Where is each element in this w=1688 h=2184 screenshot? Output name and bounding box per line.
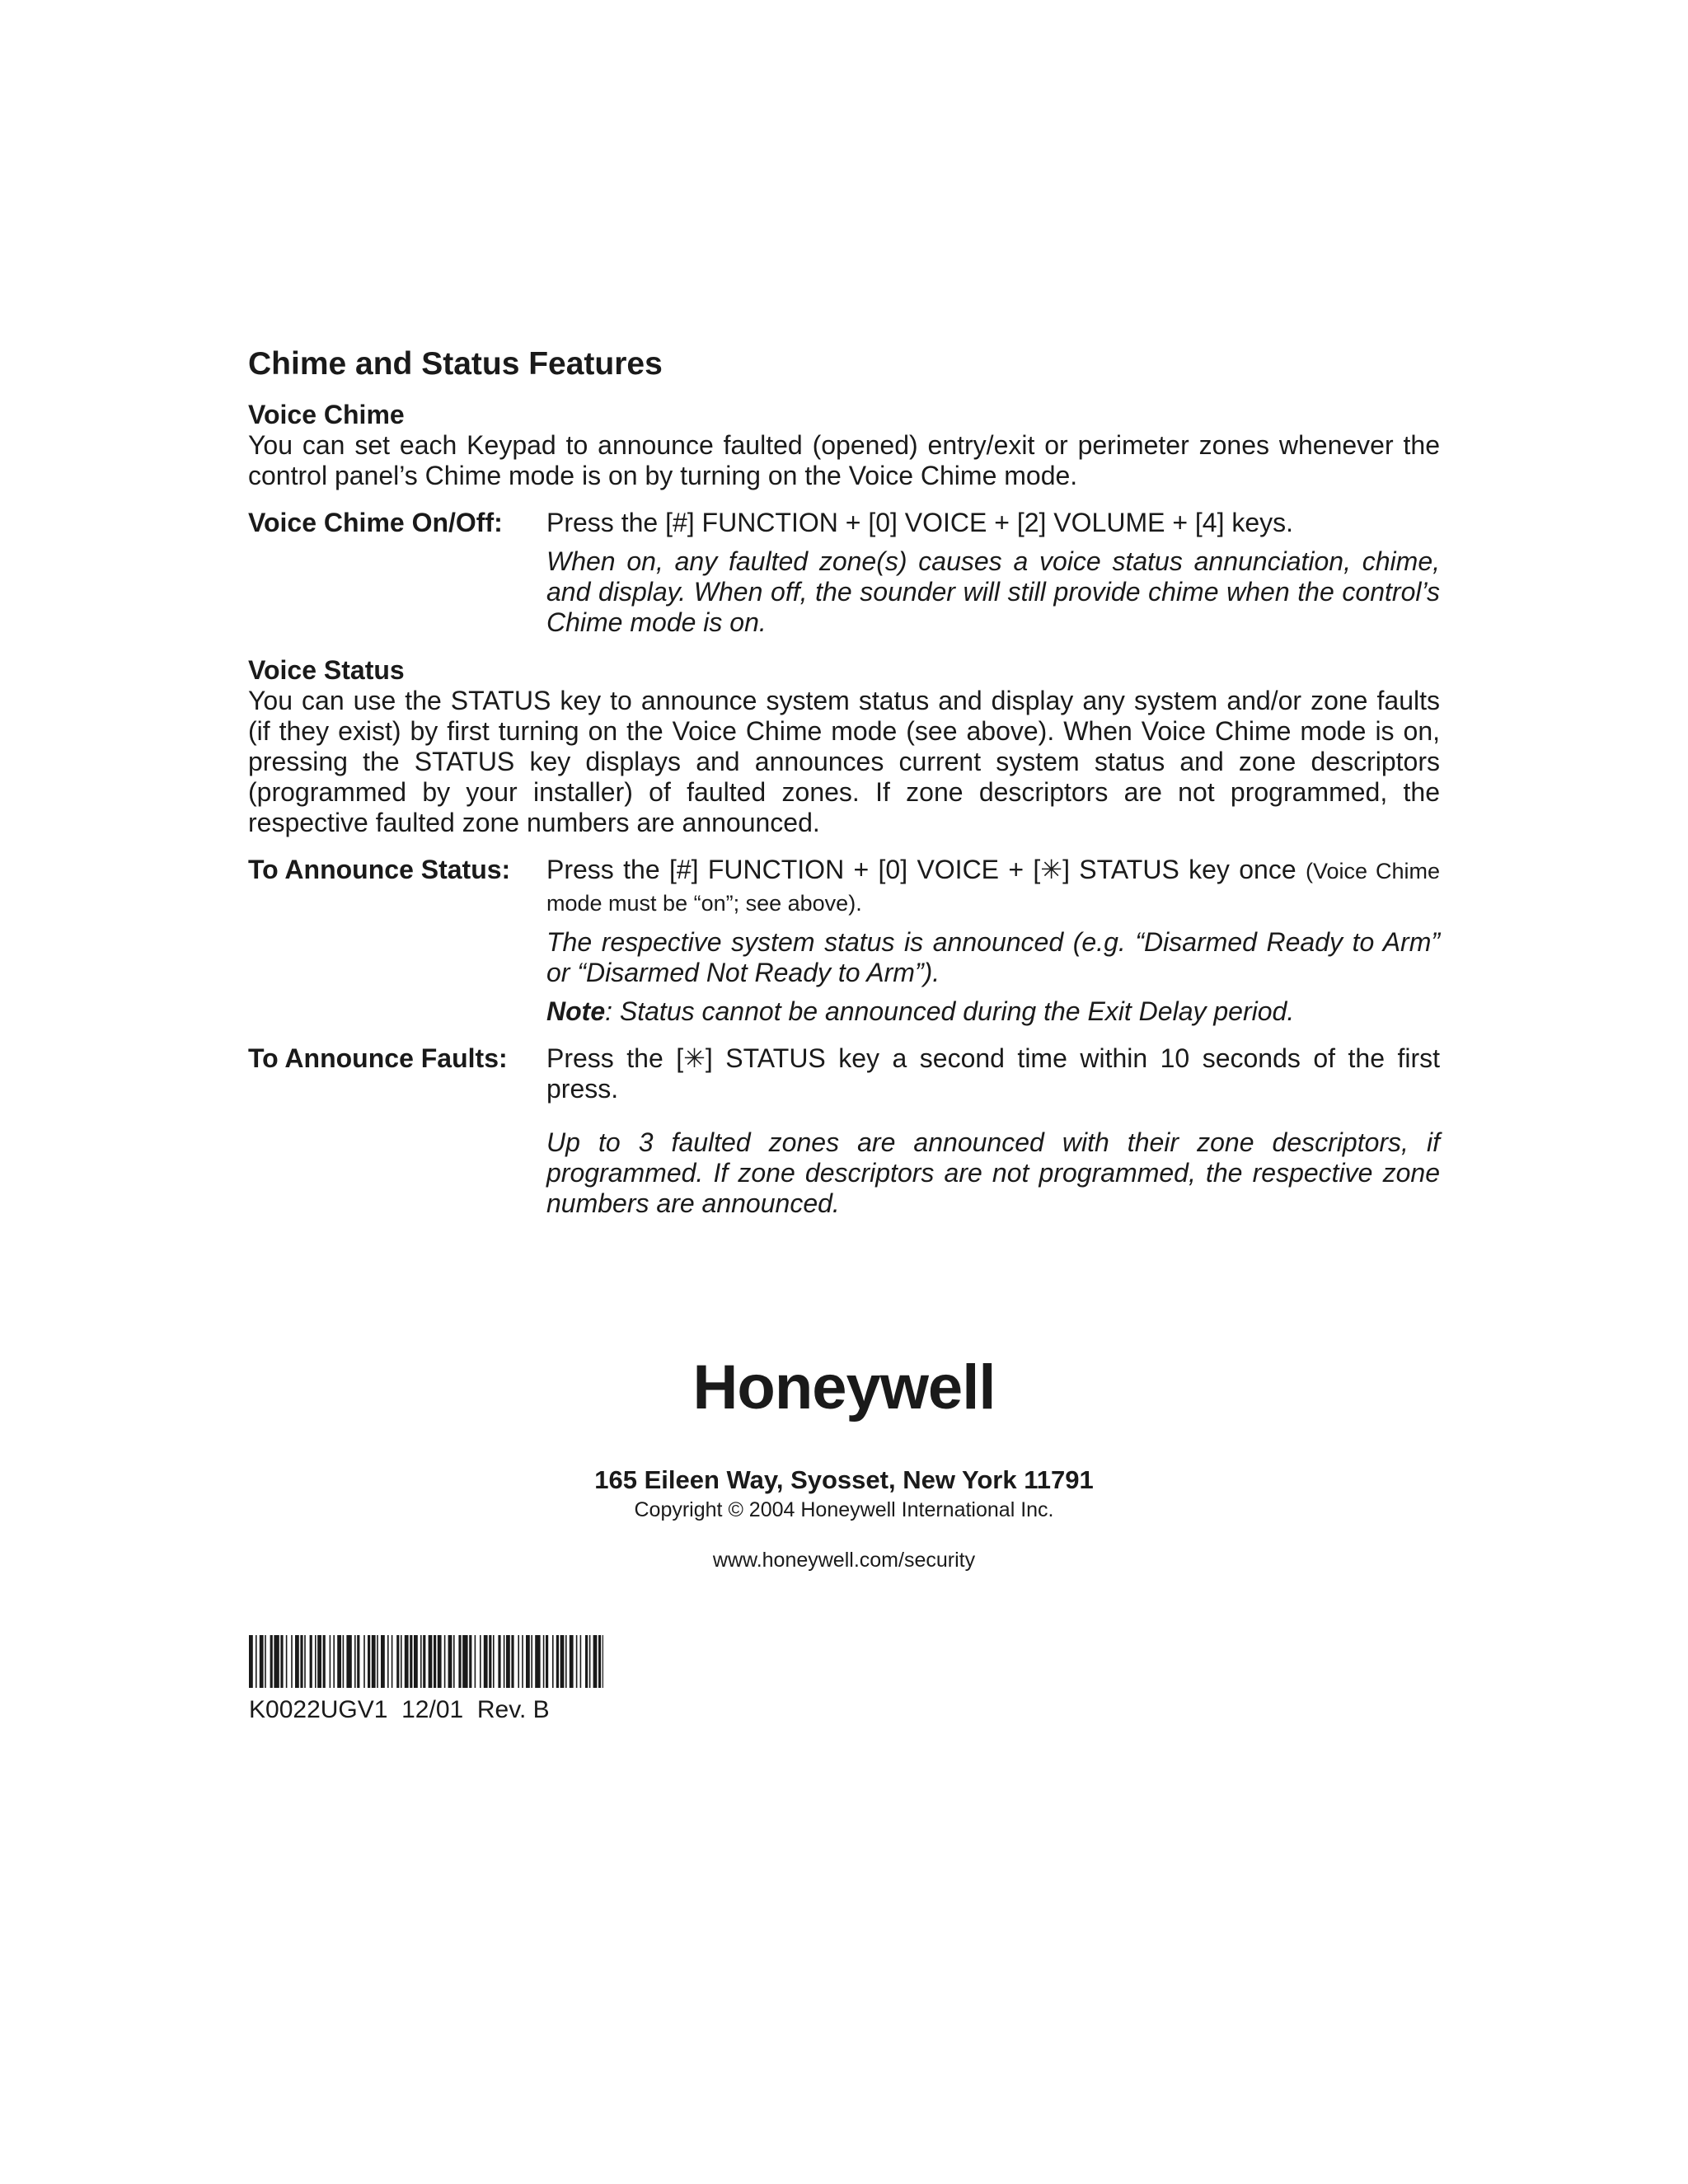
- page-title: Chime and Status Features: [248, 346, 663, 382]
- announce-status-small: (Voice Chime mode must be “on”; see above).: [546, 859, 1440, 916]
- announce-faults-label: To Announce Faults:: [248, 1043, 508, 1073]
- voice-chime-onoff-text: Press the [#] FUNCTION + [0] VOICE + [2] VOLUME + [4] keys.: [546, 508, 1294, 537]
- note-text: : Status cannot be announced during the Exit Delay period.: [605, 996, 1295, 1026]
- announce-status-text: Press the [#] FUNCTION + [0] VOICE + [✳] STATUS key once: [546, 855, 1306, 884]
- announce-status-body: [546, 855, 1440, 1027]
- voice-chime-onoff-note: When on, any faulted zone(s) causes a voice status annunciation, chime, and display. When off, the sounder will still provide chime when the control’s Chime mode is on.: [546, 546, 1440, 637]
- voice-chime-heading: Voice Chime: [248, 400, 405, 429]
- announce-faults-result: Up to 3 faulted zones are announced with their zone descriptors, if programmed. If zone descriptors are not programmed, the respective zone numbers are announced.: [546, 1127, 1440, 1218]
- announce-status-note: [546, 996, 1440, 1027]
- announce-status-label: To Announce Status:: [248, 855, 511, 884]
- announce-status-row: [248, 855, 1440, 1027]
- honeywell-logo: Honeywell: [692, 1352, 996, 1422]
- note-label: Note: [546, 996, 606, 1026]
- content: [248, 344, 1440, 1235]
- announce-status-instruction: [546, 855, 1440, 919]
- announce-status-result: The respective system status is announced (e.g. “Disarmed Ready to Arm” or “Disarmed Not Ready to Arm”).: [546, 927, 1440, 987]
- announce-faults-text: Press the [✳] STATUS key a second time within 10 seconds of the first press.: [546, 1043, 1440, 1104]
- voice-chime-onoff-row: [248, 508, 1440, 638]
- barcode-image: [249, 1635, 603, 1688]
- voice-status-intro: You can use the STATUS key to announce system status and display any system and/or zone faults (if they exist) by first turning on the Voice Chime mode (see above). When Voice Chime mode is on, pressing the STATUS key displays and announces current system status and zone descriptors (programmed by your installer) of faulted zones. If zone descriptors are not programmed, the respective faulted zone numbers are announced.: [248, 686, 1440, 837]
- website-url: www.honeywell.com/security: [712, 1549, 976, 1572]
- voice-status-heading: Voice Status: [248, 655, 405, 685]
- copyright-notice: Copyright © 2004 Honeywell International Inc.: [634, 1498, 1054, 1521]
- part-number: K0022UGV1 12/01 Rev. B: [249, 1696, 550, 1723]
- voice-chime-intro: You can set each Keypad to announce faulted (opened) entry/exit or perimeter zones whenever the control panel’s Chime mode is on by turning on the Voice Chime mode.: [248, 430, 1440, 490]
- announce-faults-row: [248, 1043, 1440, 1219]
- voice-chime-onoff-body: [546, 508, 1440, 638]
- announce-faults-body: [546, 1043, 1440, 1219]
- company-address: 165 Eileen Way, Syosset, New York 11791: [594, 1465, 1094, 1494]
- voice-chime-onoff-label: Voice Chime On/Off:: [248, 508, 503, 537]
